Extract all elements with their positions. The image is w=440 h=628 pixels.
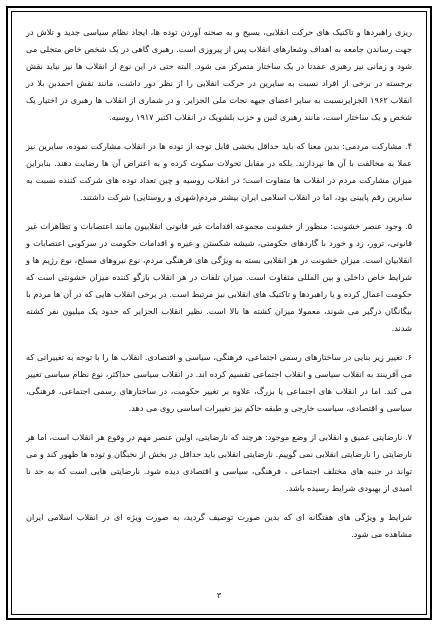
paragraph-structural-change: ۶. تغییر زیر بنایی در ساختارهای رسمی اجتماعی، فرهنگی، سیاسی و اقتصادی. انقلاب ها را با توجه به تغییراتی که می آفرینند به انقلاب سیاسی و انقلاب اجتماعی تقسیم کرده اند. در انقلاب سیاسی حداکثر، نوع نظام سیاسی تغییر می کند. اما در انقلاب های اجتماعی یا بزرگ، علاوه بر تغییر حکومت، در ساختارهای رسمی اجتماعی، فرهنگی، سیاسی و اقتصادی، سیاست خارجی و طبقه حاکم نیز تغییرات اساسی روی می دهد. (26, 352, 412, 413)
paragraph-violence: ۵. وجود عنصر خشونت: منظور از خشونت مجموعه اقدامات غیر قانونی انقلابیون مانند اعتصابات و تظاهرات غیر قانونی، ترور، زد و خورد با گاردهای حکومتی، شیشه شکستن و غیره و اقدامات حکومت در سرکوبی اعتصابات و انقلابیان است. میزان خشونت در هر انقلابی بسته به ویژگی های فرهنگی مردم، نوع نیروهای مسلح، نوع رژیم ها و شرایط خاص داخلی و بین المللی متفاوت است. میزان تلفات در هر انقلاب بازگو کننده میزان خشونتی است که حکومت اعمال کرده و یا راهبردها و تاکتیک های انقلابی نیز مرتبط است. در برخی انقلاب هایی که در آن ها مردم با بیگانگان درگیر می شوند، معمولا میزان کشته ها بالا است. نظیر انقلاب الجزایر که حدود یک میلیون نفر کشته شدند. (26, 221, 412, 333)
page-inner-frame (11, 11, 427, 615)
page-number: ۳ (216, 591, 222, 600)
document-body (26, 24, 412, 555)
paragraph-leadership: ریزی راهبردها و تاکتیک های حرکت انقلابی، بسیج و به صحنه آوردن توده ها، ایجاد نظام سیاسی جدید و تلاش در جهت رساندن جامعه به اهداف وشعارهای انقلاب پس از پیروزی است. رهبری گاهی در یک شخص خاص متجلی می شود و زمانی نیز رهبری عمدتا در یک ساختار متمرکز می شود. البته حتی در این نوع از انقلاب ها نیز نباید نقش برجسته در برخی از افراد نسبت به سایرین در حرکت انقلابی را از نظر دور داشت، مانند نقش احمدبن بلا در انقلاب ۱۹۶۲ الجزایرنسبت به سایر اعضای جبهه نجات ملی الجزایر. و در شماری از انقلاب ها رهبری در اختیار یک شخص و یک ساختار است، مانند رهبری لنین و حزب بلشویک در انقلاب اکتبر ۱۹۱۷ روسیه. (26, 27, 412, 122)
page-frame (6, 6, 432, 620)
paragraph-popular-participation: ۴. مشارکت مردمی: بدین معنا که باید حداقل بخشی قابل توجه از توده ها در انقلاب مشارکت نموده، سایرین نیز عملا به مخالفت با آن ها نپردازند. بلکه در مقابل تحولات سکوت کرده و به اعتراض آن ها رضایت دهند. بنابراین میزان مشارکت مردم در انقلاب ها متفاوت است؛ در انقلاب روسیه و چین تعداد توده های شرکت کننده نسبت به سایرین رقم پایینی بود، اما در انقلاب اسلامی ایران بیشتر مردم(شهری و روستایی) شرکت داشتند. (26, 141, 412, 202)
paragraph-conclusion: شرایط و ویژگی های هفتگانه ای که بدین صورت توصیف گردید، به صورت ویژه ای در انقلاب اسلامی ایران مشاهده می شود. (26, 512, 412, 539)
paragraph-dissatisfaction: ۷. نارضایتی عمیق و انقلابی از وضع موجود: هرچند که نارضایتی، اولین عنصر مهم در وقوع هر انقلاب است، اما هر نارضایتی را نارضایتی انقلابی نمی گوییم. نارضایتی انقلابی باید حداقل در بخش از نخبگان و توده ها ظهور کند و می تواند در جنبه های مختلف اجتماعی ، فرهنگی، سیاسی و اقتصادی دیده شود. نارضایتی هایی است که به حد نا امیدی از بهبودی شرایط رسیده باشد. (26, 432, 412, 493)
